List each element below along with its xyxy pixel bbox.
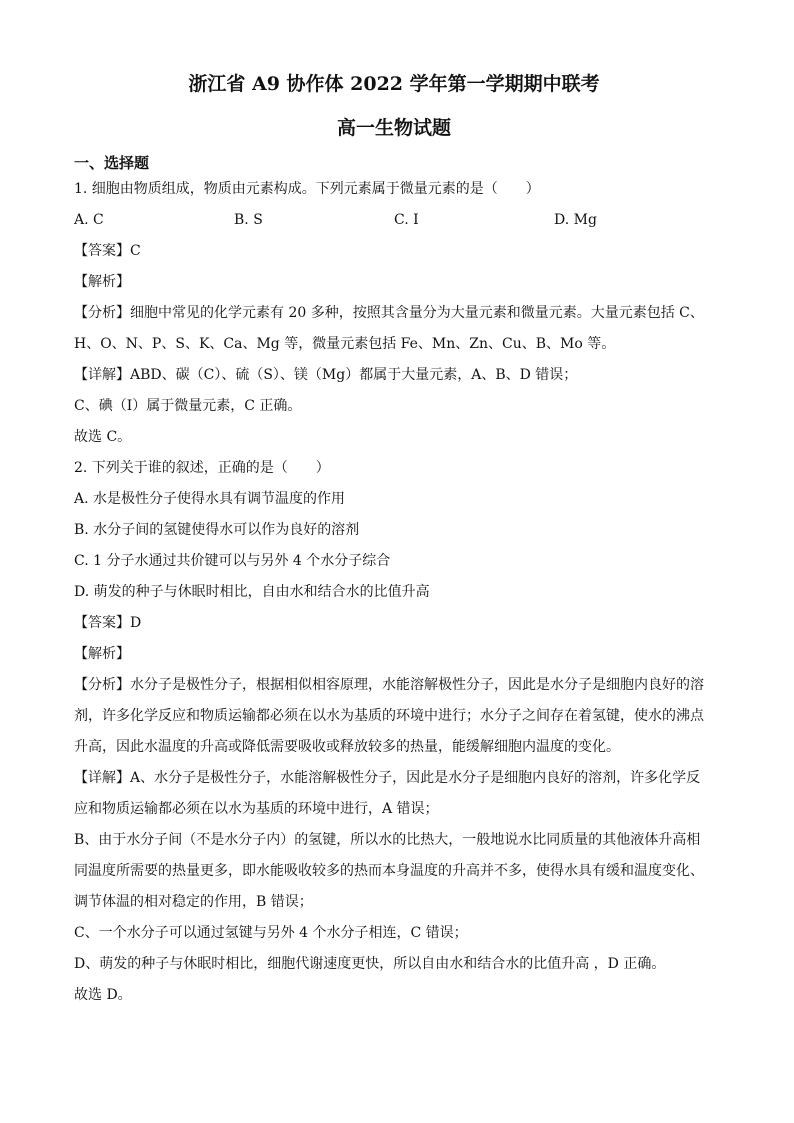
- q2-option-c: C. 1 分子水通过共价键可以与另外 4 个水分子综合: [74, 553, 391, 569]
- q1-jiexi-label: 【解析】: [74, 274, 130, 290]
- q1-option-a: A. C: [74, 212, 104, 228]
- q1-conclusion: 故选 C。: [74, 429, 132, 445]
- exam-subtitle: 高一生物试题: [336, 117, 451, 139]
- q2-detail-d: D、萌发的种子与休眠时相比，细胞代谢速度更快，所以自由水和结合水的比值升高 ，D 正确。: [74, 956, 666, 972]
- q2-detail-a: 【详解】A、水分子是极性分子，水能溶解极性分子，因此是水分子是细胞内良好的溶剂，许多化学反应和物质运输都必须在以水为基质的环境中进行，A 错误；: [74, 770, 701, 817]
- q1-option-d: D. Mg: [554, 212, 597, 228]
- q2-answer: 【答案】D: [74, 615, 142, 631]
- section-heading: 一、选择题: [74, 154, 150, 172]
- q2-detail-c: C、一个水分子可以通过氢键与另外 4 个水分子相连，C 错误；: [74, 925, 468, 941]
- q2-option-a: A. 水是极性分子使得水具有调节温度的作用: [74, 491, 346, 507]
- q1-answer: 【答案】C: [74, 243, 141, 259]
- exam-title: 浙江省 A9 协作体 2022 学年第一学期期中联考: [188, 73, 600, 95]
- q2-conclusion: 故选 D。: [74, 987, 132, 1003]
- q1-option-c: C. I: [394, 212, 419, 228]
- q1-option-b: B. S: [234, 212, 263, 228]
- q2-analysis: 【分析】水分子是极性分子，根据相似相容原理，水能溶解极性分子，因此是水分子是细胞内良好的溶剂，许多化学反应和物质运输都必须在以水为基质的环境中进行；水分子之间存在着氢键，使水的沸点升高，因此水温度的升高或降低需要吸收或释放较多的热量，能缓解细胞内温度的变化。: [74, 677, 704, 755]
- q2-jiexi-label: 【解析】: [74, 646, 130, 662]
- q2-detail-b: B、由于水分子间（不是水分子内）的氢键，所以水的比热大，一般地说水比同质量的其他液体升高相同温度所需要的热量更多，即水能吸收较多的热而本身温度的升高并不多，使得水具有缓和温度变化、调节体温的相对稳定的作用，B 错误；: [74, 832, 704, 910]
- q1-detail-1: 【详解】ABD、碳（C）、硫（S）、镁（Mg）都属于大量元素，A、B、D 错误；: [74, 367, 578, 383]
- q1-analysis: 【分析】细胞中常见的化学元素有 20 多种，按照其含量分为大量元素和微量元素。大量元素包括 C、H、O、N、P、S、K、Ca、Mg 等，微量元素包括 Fe、Mn、Zn、Cu、B、Mo 等。: [74, 305, 704, 352]
- q1-options: [74, 205, 714, 236]
- q2-option-b: B. 水分子间的氢键使得水可以作为良好的溶剂: [74, 522, 360, 538]
- q1-detail-2: C、碘（I）属于微量元素，C 正确。: [74, 398, 302, 414]
- q2-option-d: D. 萌发的种子与休眠时相比，自由水和结合水的比值升高: [74, 584, 430, 600]
- q2-stem: 2. 下列关于谁的叙述，正确的是（ ）: [74, 460, 330, 476]
- q1-stem: 1. 细胞由物质组成，物质由元素构成。下列元素属于微量元素的是（ ）: [74, 181, 540, 197]
